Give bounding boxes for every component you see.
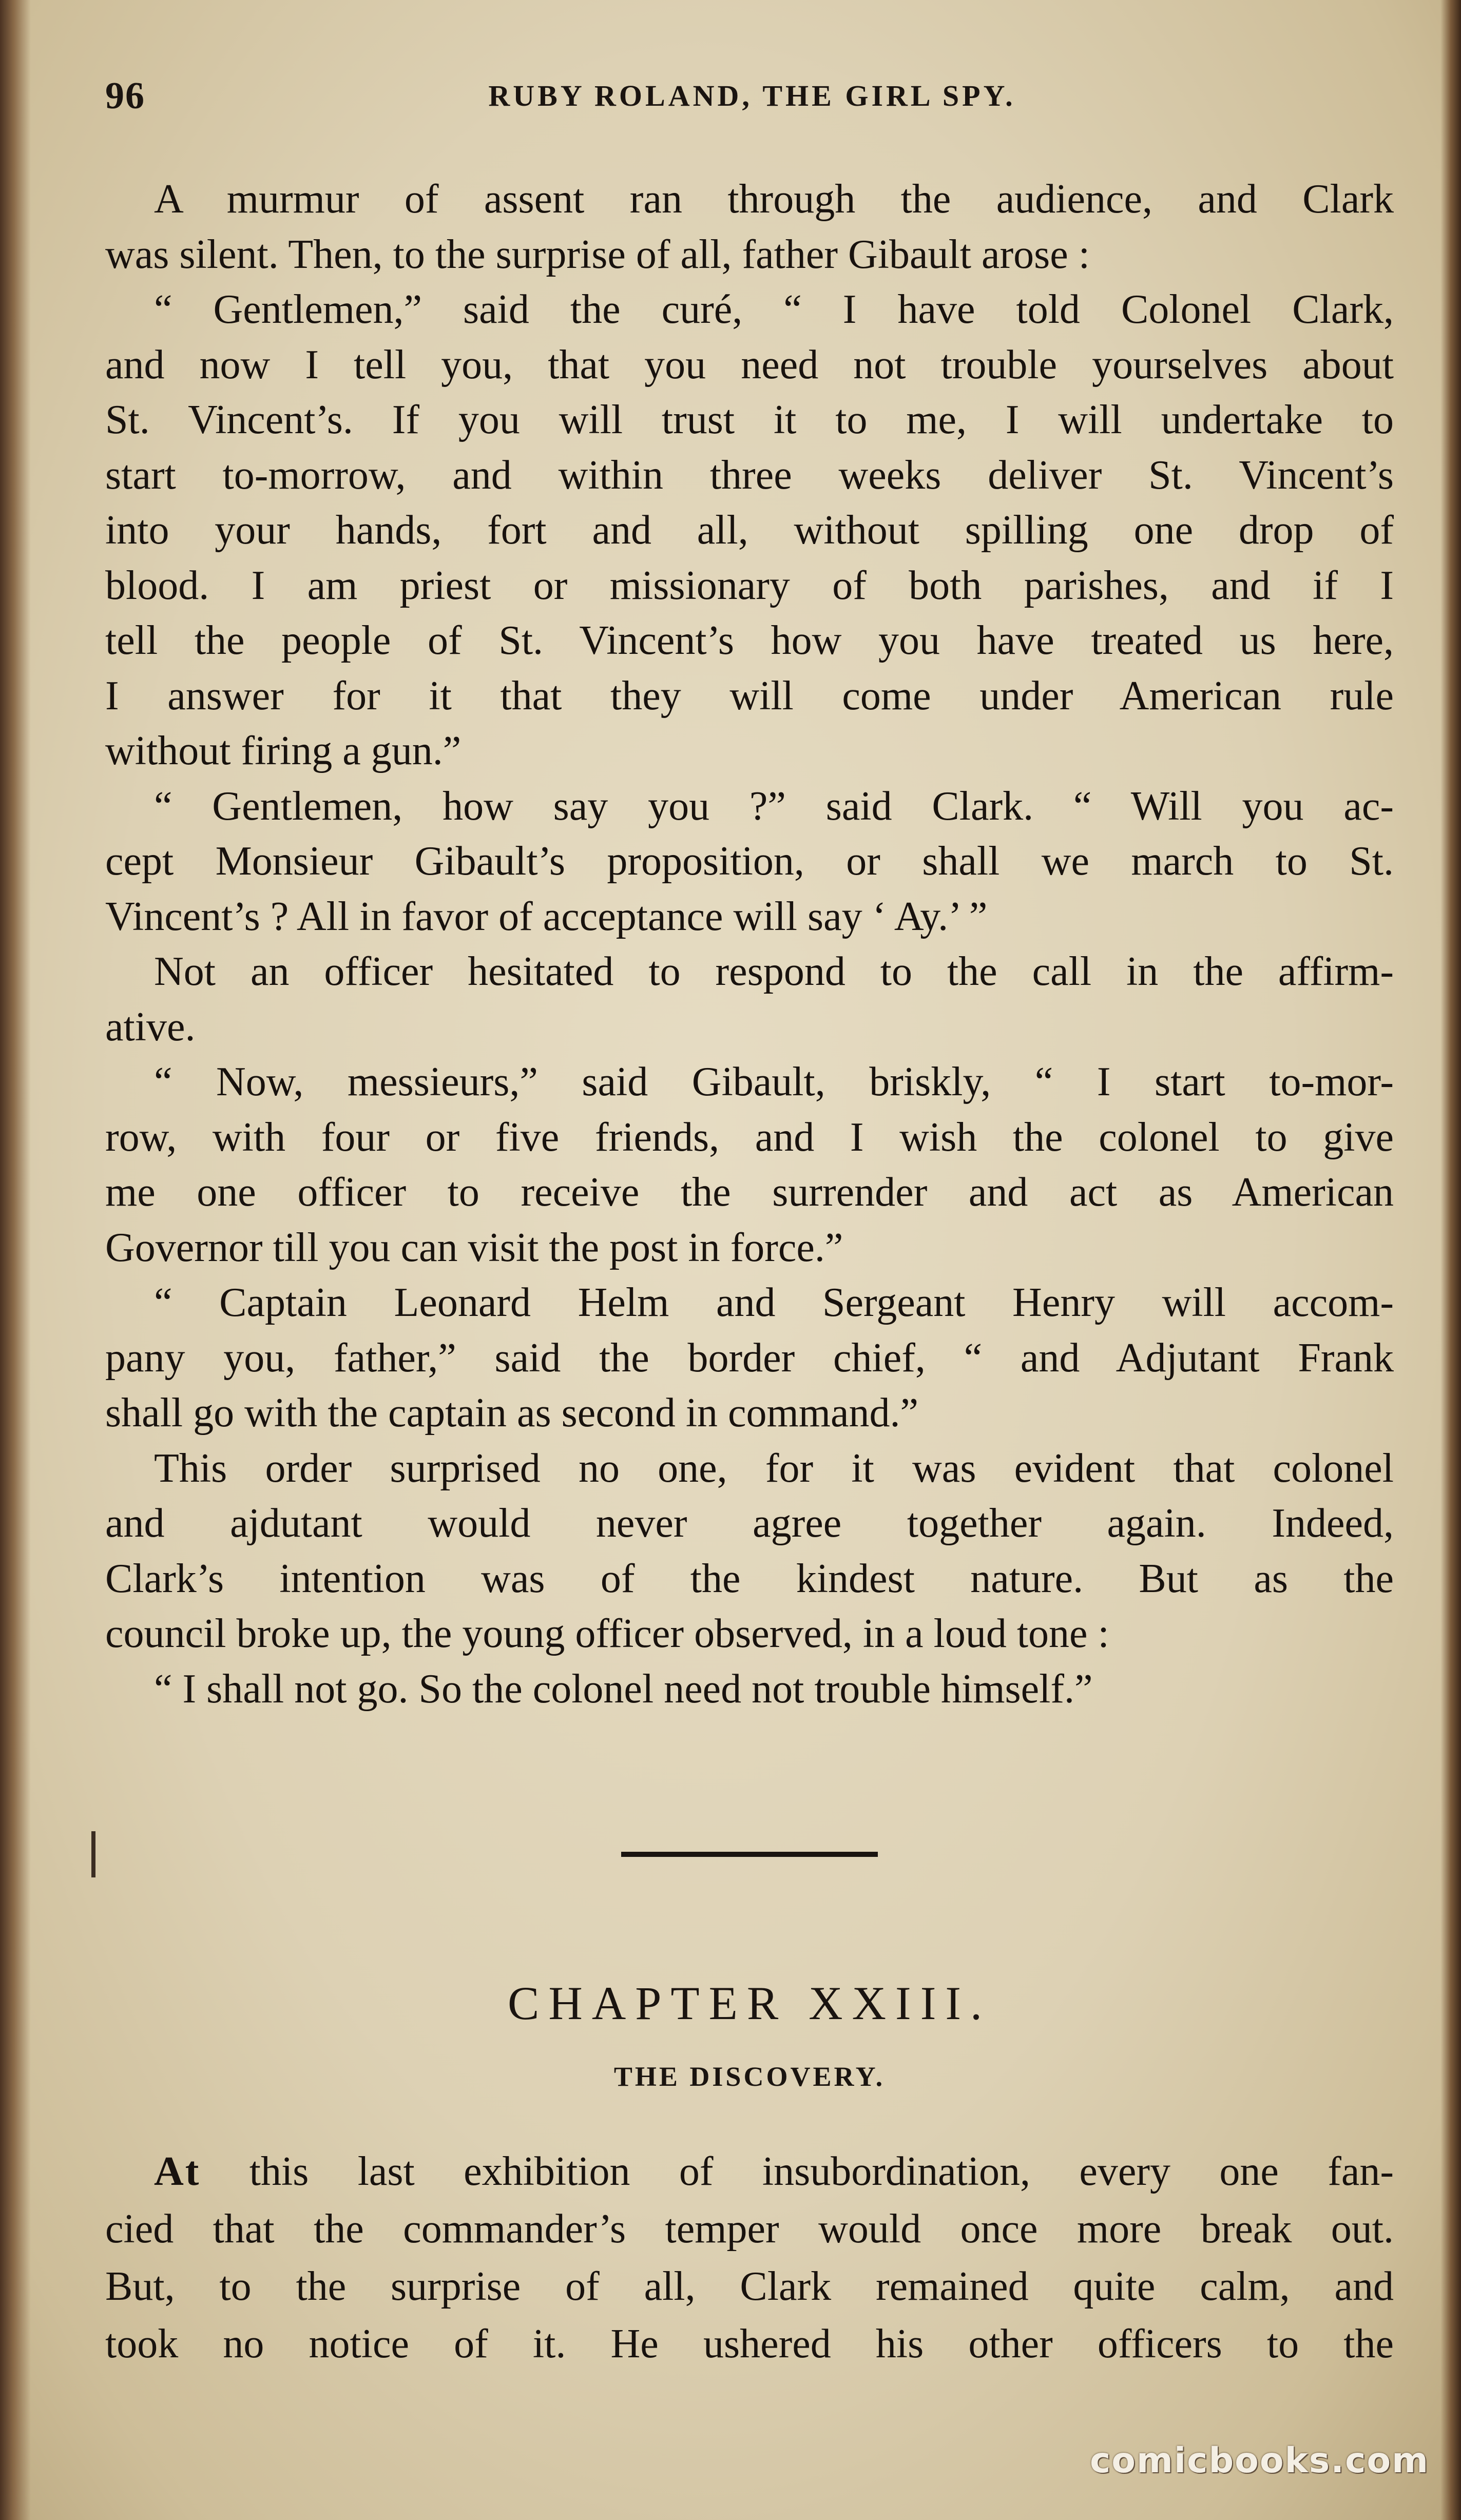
margin-mark [91,1831,95,1877]
text-line: This order surprised no one, for it was evident that colonel [154,1445,1394,1491]
text-line: was silent. Then, to the surprise of all, father Gibault arose : [105,231,1090,277]
text-line: I answer for it that they will come under American rule [105,673,1394,719]
paragraph [105,1055,1394,1275]
text-line: row, with four or five friends, and I wish the colonel to give [105,1114,1394,1160]
text-line: without firing a gun.” [105,728,462,773]
text-line: blood. I am priest or missionary of both parishes, and if I [105,563,1394,608]
chapter-subtitle: THE DISCOVERY. [613,2061,886,2092]
text-line: ative. [105,1004,196,1050]
text-line: Vincent’s ? All in favor of acceptance will say ‘ Ay.’ ” [105,894,988,939]
page-right-edge [1440,0,1461,2520]
text-line: “ Now, messieurs,” said Gibault, briskly, “ I start to-mor- [154,1059,1394,1104]
text-line: cied that the commander’s temper would once more break out. [105,2206,1394,2252]
running-head: RUBY ROLAND, THE GIRL SPY. [488,79,1016,112]
text-line: A murmur of assent ran through the audience, and Clark [154,177,1394,222]
paragraph [105,1441,1394,1662]
paragraph [105,1662,1394,1717]
text-line: me one officer to receive the surrender and act as American [105,1170,1394,1215]
text-line: “ I shall not go. So the colonel need not trouble himself.” [154,1666,1093,1712]
text-line: But, to the surprise of all, Clark remained quite calm, and [105,2264,1394,2309]
text-line [105,2143,1394,2200]
page-number: 96 [105,75,145,117]
text-line: took no notice of it. He ushered his other officers to the [105,2321,1394,2367]
text-line: shall go with the captain as second in command.” [105,1390,919,1436]
text-line: tell the people of St. Vincent’s how you have treated us here, [105,618,1394,663]
text-line: start to-morrow, and within three weeks deliver St. Vincent’s [105,452,1394,498]
text-line: “ Gentlemen, how say you ?” said Clark. “ Will you ac- [154,783,1394,829]
chapter-opening-word: At [154,2149,201,2194]
text-line: pany you, father,” said the border chief, “ and Adjutant Frank [105,1335,1394,1381]
chapter-opening-text [105,2143,1394,2373]
page-left-edge [0,0,31,2520]
text-line: and ajdutant would never agree together again. Indeed, [105,1501,1394,1546]
paragraph [105,779,1394,945]
page-header [105,74,1399,121]
text-line: council broke up, the young officer observed, in a loud tone : [105,1611,1109,1656]
text-line: cept Monsieur Gibault’s proposition, or shall we march to St. [105,839,1394,884]
paragraph [105,944,1394,1055]
watermark-logo: comicbooks.com [1089,2440,1429,2481]
text-line: “ Gentlemen,” said the curé, “ I have told Colonel Clark, [154,287,1394,332]
paragraph [105,172,1394,282]
paragraph [105,1275,1394,1441]
paragraph [105,282,1394,779]
body-text [105,172,1394,1717]
text-line: Governor till you can visit the post in force.” [105,1225,843,1270]
text-line: into your hands, fort and all, without spilling one drop of [105,508,1394,553]
text-line-rest: this last exhibition of insubordination, every one fan- [249,2149,1394,2194]
text-line: St. Vincent’s. If you will trust it to me, I will undertake to [105,397,1394,442]
text-line: and now I tell you, that you need not trouble yourselves about [105,342,1394,387]
chapter-divider-rule [621,1852,878,1857]
text-line: Not an officer hesitated to respond to the call in the affirm- [154,949,1394,994]
text-line: “ Captain Leonard Helm and Sergeant Henry will accom- [154,1280,1394,1325]
text-line: Clark’s intention was of the kindest nature. But as the [105,1556,1394,1601]
chapter-title: CHAPTER XXIII. [508,1977,991,2029]
